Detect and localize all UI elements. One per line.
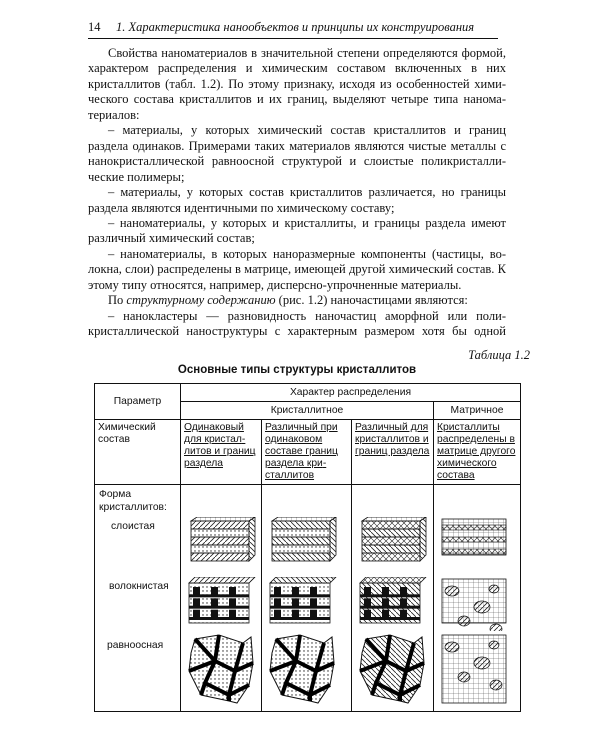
body-text [88, 46, 506, 340]
structure-illustration-4-2 [438, 577, 510, 631]
matrix-header: Матричное [434, 402, 521, 420]
running-title: 1. Характеристика нанообъектов и принципы их конструирования [116, 20, 475, 34]
crystallite-structure-table [94, 383, 521, 712]
images-col-1-wrap [181, 485, 261, 711]
images-col-4 [434, 485, 521, 712]
form-row-fibrous: волокнистая [109, 581, 169, 592]
page-header [88, 19, 498, 35]
header-rule [88, 38, 498, 39]
images-col-4-wrap [434, 485, 520, 711]
paragraph-structure [88, 293, 506, 308]
form-label-cell [95, 485, 181, 712]
paragraph-type-1: – материалы, у которых химический состав кристаллитов и границ раздела одинаков. Примерами таких материалов являются чистые металлы с нанокристаллической равноосной структурой и слоистые поликристаллические полимеры; [88, 123, 506, 184]
chem-cell-1: Одинаковый для кристаллитов и границ раздела [181, 420, 262, 485]
images-col-1 [181, 485, 262, 712]
chem-cell-2: Различный при одинаковом составе границ раздела кристаллитов [262, 420, 352, 485]
chem-label: Химический состав [95, 420, 181, 485]
table-number: Таблица 1.2 [468, 348, 530, 362]
structure-text-before: По [108, 293, 127, 308]
structure-text-after: (рис. 1.2) наночастицами являются: [275, 293, 468, 308]
images-col-2 [262, 485, 352, 712]
chem-cell-4: Кристаллиты распределены в матрице другого химического состава [434, 420, 521, 485]
structure-illustration-2-1 [266, 517, 338, 563]
param-header: Параметр [95, 384, 181, 420]
crystallite-header: Кристаллитное [181, 402, 434, 420]
paragraph-nanoclusters: – нанокластеры — разновидность наночастиц аморфной или поликристаллической наноструктуры с характерным размером хотя бы одной [88, 308, 506, 339]
page-number: 14 [88, 20, 101, 34]
structure-illustration-1-1 [185, 517, 257, 563]
structure-illustration-2-2 [266, 577, 338, 631]
images-col-3-wrap [352, 485, 433, 711]
structure-illustration-3-2 [356, 577, 428, 631]
form-label: Форма кристаллитов: [99, 489, 167, 513]
distribution-header: Характер распределения [181, 384, 521, 402]
paragraph-type-3: – наноматериалы, у которых и кристаллиты, и границы раздела имеют различный химический состав; [88, 215, 506, 246]
paragraph-type-2: – материалы, у которых состав кристаллитов различается, но границы раздела являются идентичными по химическому составу; [88, 185, 506, 215]
structure-illustration-4-1 [438, 517, 510, 563]
form-row-equiaxed: равноосная [107, 640, 164, 651]
structure-illustration-3-1 [356, 517, 428, 563]
chem-cell-3: Различный для кристаллитов и границ раздела [352, 420, 434, 485]
paragraph-intro: Свойства наноматериалов в значительной степени определяются формой, характером распределения и химическим составом включенных в них кристаллитов (табл. 1.2). По этому признаку, исходя из особенностей химического состава кристаллитов и их границ, выделяют четыре типа наноматериалов: [88, 46, 506, 122]
structure-illustration-2-3 [266, 633, 338, 711]
form-row-layered: слоистая [111, 521, 155, 532]
structure-illustration-1-3 [185, 633, 257, 711]
paragraph-type-4: – наноматериалы, в которых наноразмерные компоненты (частицы, волокна, слои) распределены в матрице, имеющей другой химический состав. К этому типу относятся, например, дисперсно-упрочненные материалы. [88, 246, 506, 292]
images-col-3 [352, 485, 434, 712]
structure-illustration-4-3 [438, 633, 510, 711]
images-col-2-wrap [262, 485, 351, 711]
table-caption: Основные типы структуры кристаллитов [177, 364, 417, 376]
structure-text-italic: структурному содержанию [126, 293, 276, 308]
structure-illustration-3-3 [356, 633, 428, 711]
structure-illustration-1-2 [185, 577, 257, 631]
